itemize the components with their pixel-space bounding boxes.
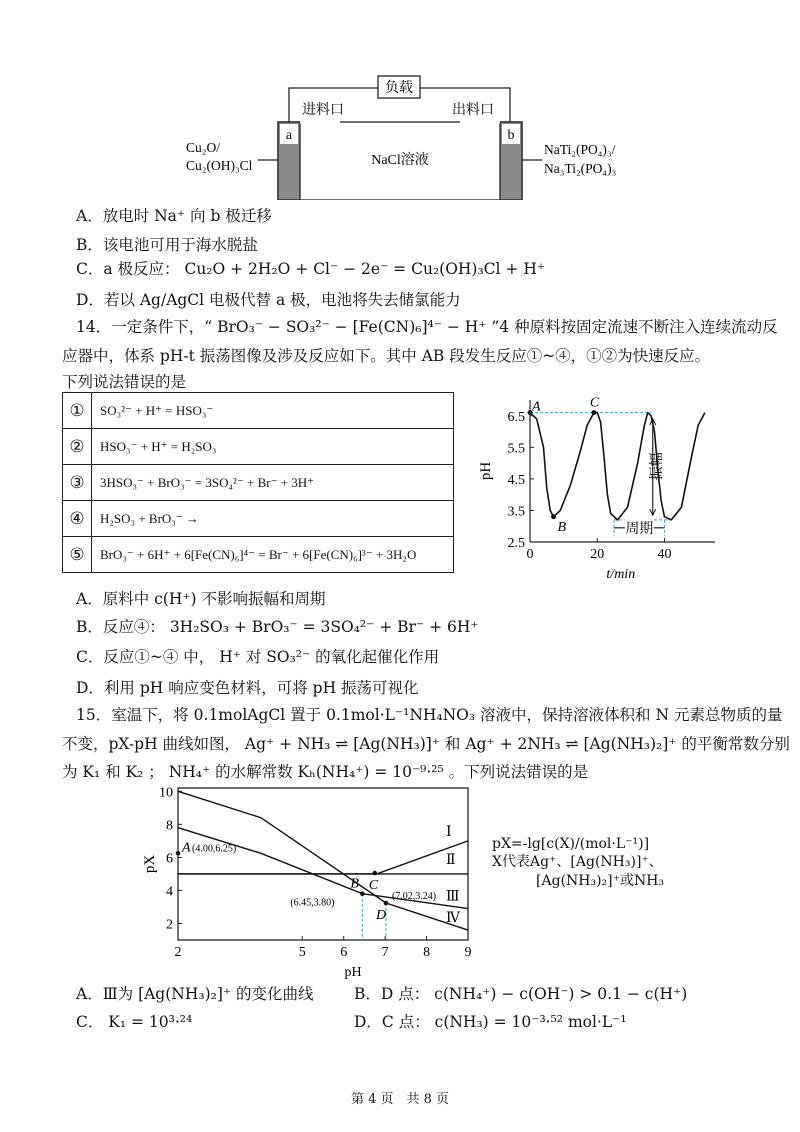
point-coord-b: (6.45,3.80) <box>290 897 335 909</box>
period-label: 周期 <box>625 521 654 537</box>
reaction-equation: H₂SO₃ + BrO₃⁻ → <box>92 501 454 537</box>
electrode-a-label: a <box>285 128 293 143</box>
curve-label-3: Ⅲ <box>446 889 460 905</box>
y-tick-label: 8 <box>166 818 173 834</box>
q15-option-d: D．C 点： c(NH₃) = 10⁻³·⁵² mol·L⁻¹ <box>354 1013 627 1031</box>
point-label-c: C <box>589 395 600 411</box>
x-tick-label: 2 <box>174 945 182 960</box>
point-label-a: A <box>532 399 541 415</box>
q14-stem-line3: 下列说法错误的是 <box>62 373 187 391</box>
q15-stem-line2: 不变，pX-pH 曲线如图， Ag⁺ + NH₃ ⇌ [Ag(NH₃)]⁺ 和 Ag⁺ + 2NH₃ ⇌ [Ag(NH₃)₂]⁺ 的平衡常数分别 <box>62 735 790 753</box>
point-c <box>591 410 596 415</box>
q13-option-b: B．该电池可用于海水脱盐 <box>76 236 258 254</box>
x-tick-label: 0 <box>526 547 534 562</box>
x-tick-label: 8 <box>423 945 431 960</box>
point-c <box>372 871 377 876</box>
right-material-2: Na₃Ti₂(PO₄)₃ <box>544 161 617 176</box>
load-label: 负载 <box>385 81 413 96</box>
q14-stem-line2: 应器中，体系 pH-t 振荡图像及涉及反应如下。其中 AB 段发生反应①~④，①②为快速反应。 <box>62 347 711 365</box>
q15-stem-line3: 为 K₁ 和 K₂ ； NH₄⁺ 的水解常数 Kₕ(NH₄⁺) = 10⁻⁹·²⁵ 。下列说法错误的是 <box>62 763 589 781</box>
point-d <box>384 901 389 906</box>
ph-time-chart <box>470 392 730 582</box>
outlet-label: 出料口 <box>452 103 494 118</box>
left-material-1: Cu₂O/ <box>186 140 220 155</box>
q13-option-d: D．若以 Ag/AgCl 电极代替 a 极，电池将失去储氯能力 <box>76 291 461 309</box>
electrode-b-label: b <box>507 128 515 143</box>
page-footer: 第 4 页 共 8 页 <box>350 1092 450 1107</box>
curve-label-4: Ⅳ <box>446 910 460 926</box>
q14-option-c: C．反应①~④ 中， H⁺ 对 SO₃²⁻ 的氧化起催化作用 <box>76 648 440 666</box>
table-row: ① SO₃²⁻ + H⁺ = HSO₃⁻ <box>63 393 454 429</box>
table-row: ③ 3HSO₃⁻ + BrO₃⁻ = 3SO₄²⁻ + Br⁻ + 3H⁺ <box>63 465 454 501</box>
x-tick-label: 7 <box>381 945 389 960</box>
q14-stem-line1: 14．一定条件下，“ BrO₃⁻ − SO₃²⁻ − [Fe(CN)₆]⁴⁻ − H⁺ ”4 种原料按固定流速不断注入连续流动反 <box>76 318 778 336</box>
left-material-2: Cu₂(OH)₃Cl <box>186 158 253 173</box>
reaction-table <box>62 392 454 573</box>
x-axis-label: pH <box>344 965 362 980</box>
x-axis-label: t/min <box>606 567 636 582</box>
table-row: ② HSO₃⁻ + H⁺ = H₂SO₃ <box>63 429 454 465</box>
y-axis-label: pH <box>478 461 494 481</box>
point-b <box>551 514 556 519</box>
q14-option-b: B．反应④： 3H₂SO₃ + BrO₃⁻ = 3SO₄²⁻ + Br⁻ + 6H⁺ <box>76 618 479 636</box>
table-row: ④ H₂SO₃ + BrO₃⁻ → <box>63 501 454 537</box>
x-tick-label: 20 <box>590 547 605 562</box>
x-tick-label: 5 <box>298 945 306 960</box>
point-label-c: C <box>368 878 379 894</box>
q15-option-c: C． K₁ = 10³·²⁴ <box>76 1013 193 1031</box>
y-tick-label: 3.5 <box>507 504 525 520</box>
curve-label-2: Ⅱ <box>446 853 456 868</box>
ph-curve <box>530 413 705 520</box>
reaction-equation: BrO₃⁻ + 6H⁺ + 6[Fe(CN)₆]⁴⁻ = Br⁻ + 6[Fe(CN)₆]³⁻ + 3H₂O <box>92 537 454 573</box>
q15-stem-line1: 15．室温下，将 0.1molAgCl 置于 0.1mol·L⁻¹NH₄NO₃ 溶液中，保持溶液体积和 N 元素总物质的量 <box>76 706 783 724</box>
y-tick-label: 4.5 <box>507 472 525 488</box>
point-coord-a: (4.00,6.25) <box>192 843 237 855</box>
y-tick-label: 5.5 <box>507 441 525 457</box>
legend-note-line1: pX=-lg[c(X)/(mol·L⁻¹)] <box>492 836 650 852</box>
battery-diagram <box>0 0 800 200</box>
reaction-equation: SO₃²⁻ + H⁺ = HSO₃⁻ <box>92 393 454 429</box>
point-label-b: B <box>557 519 567 535</box>
x-tick-label: 40 <box>657 547 672 562</box>
y-tick-label: 10 <box>159 785 173 801</box>
table-row: ⑤ BrO₃⁻ + 6H⁺ + 6[Fe(CN)₆]⁴⁻ = Br⁻ + 6[Fe(CN)₆]³⁻ + 3H₂O <box>63 537 454 573</box>
legend-note-line2: X代表Ag⁺、[Ag(NH₃)]⁺、 <box>492 854 663 870</box>
q14-option-a: A．原料中 c(H⁺) 不影响振幅和周期 <box>76 590 326 608</box>
y-tick-label: 6 <box>166 851 173 867</box>
q13-option-c: C．a 极反应： Cu₂O + 2H₂O + Cl⁻ − 2e⁻ = Cu₂(OH)₃Cl + H⁺ <box>76 260 546 278</box>
q13-option-a: A．放电时 Na⁺ 向 b 极迁移 <box>76 207 272 225</box>
point-label-a: A <box>182 840 191 856</box>
point-b <box>360 891 365 896</box>
y-tick-label: 6.5 <box>507 409 525 425</box>
y-tick-label: 2.5 <box>507 536 525 551</box>
y-tick-label: 4 <box>166 884 173 900</box>
x-tick-label: 6 <box>340 945 348 960</box>
reaction-equation: HSO₃⁻ + H⁺ = H₂SO₃ <box>92 429 454 465</box>
point-coord-d: (7.02,3.24) <box>391 890 437 902</box>
right-material-1: NaTi₂(PO₄)₃/ <box>544 142 616 157</box>
solution-label: NaCl溶液 <box>371 153 429 168</box>
x-tick-label: 9 <box>464 945 472 960</box>
plot-frame <box>178 788 468 940</box>
curve-label-1: Ⅰ <box>446 824 452 840</box>
legend-note-line3: [Ag(NH₃)₂]⁺或NH₃ <box>536 873 665 889</box>
amplitude-label: 振幅 <box>649 452 665 481</box>
point-label-b: B <box>350 876 359 892</box>
q15-option-a: A．Ⅲ为 [Ag(NH₃)₂]⁺ 的变化曲线 <box>76 985 314 1003</box>
inlet-label: 进料口 <box>302 103 344 118</box>
point-label-d: D <box>375 907 387 923</box>
q15-option-b: B．D 点： c(NH₄⁺) − c(OH⁻) > 0.1 − c(H⁺) <box>354 985 688 1003</box>
point-a <box>176 851 181 856</box>
y-axis-label: pX <box>142 854 158 874</box>
px-ph-chart <box>130 780 490 980</box>
y-tick-label: 2 <box>166 917 173 933</box>
reaction-equation: 3HSO₃⁻ + BrO₃⁻ = 3SO₄²⁻ + Br⁻ + 3H⁺ <box>92 465 454 501</box>
q14-option-d: D．利用 pH 响应变色材料，可将 pH 振荡可视化 <box>76 679 419 697</box>
curve-4 <box>178 791 468 930</box>
